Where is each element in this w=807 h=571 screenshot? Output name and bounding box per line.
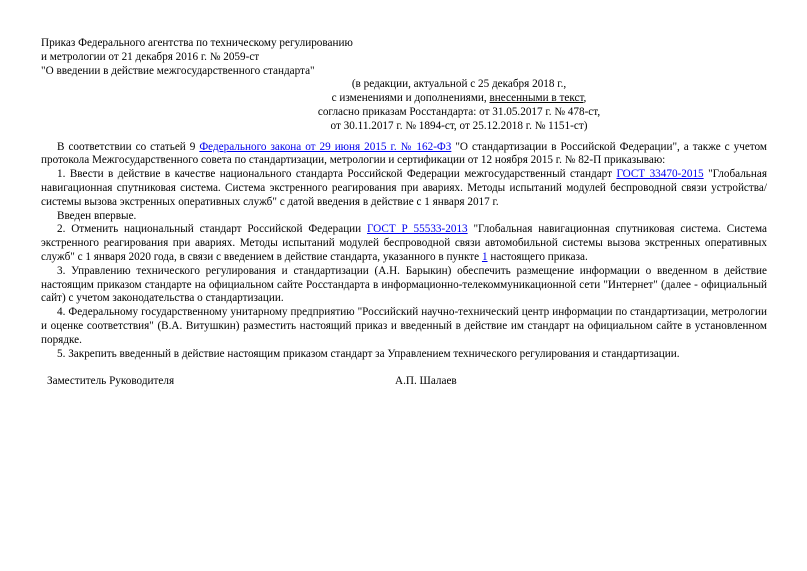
- item-2-text-b: "Глобальная навигационная спутниковая система. Система экстренного реагирования при авариях. Методы испытаний модулей беспроводной связи автомобильной системы вызова экстренных оперативных служб" с 1 января 2020 года, в связи с введением в действие стандарта, указанного в пункте: [41, 223, 767, 263]
- order-body: [41, 141, 767, 362]
- signature-block: [41, 375, 767, 389]
- order-title-line-3: "О введении в действие межгосударственного стандарта": [41, 64, 315, 77]
- redaction-line-2-text: с изменениями и дополнениями,: [331, 92, 490, 105]
- intro-paragraph: [41, 141, 767, 169]
- order-title-line-2: и метрологии от 21 декабря 2016 г. № 2059-ст: [41, 50, 260, 63]
- changes-link[interactable]: внесенными в текст: [489, 92, 584, 105]
- item-4-paragraph: 4. Федеральному государственному унитарному предприятию "Российский научно-технический центр информации по стандартизации, метрологии и оценке соответствия" (В.А. Витушкин) разместить настоящий приказ и введенный в действие им стандарт на официальном сайте в установленном порядке.: [41, 306, 767, 346]
- redaction-line-4: от 30.11.2017 г. № 1894-ст, от 25.12.2018 г. № 1151-ст): [330, 119, 588, 132]
- redaction-note: [309, 78, 767, 133]
- item-1-text-a: 1. Ввести в действие в качестве национального стандарта Российской Федерации межгосударственный стандарт: [57, 168, 617, 181]
- redaction-line-3: согласно приказам Росстандарта: от 31.05.2017 г. № 478-ст,: [317, 105, 601, 118]
- item-3-paragraph: 3. Управлению технического регулирования и стандартизации (А.Н. Барыкин) обеспечить размещение информации о введенном в действие настоящим приказом стандарте на официальном сайте Росстандарта в информационно-телекоммуникационной сети "Интернет" (далее - официальный сайт) с учетом законодательства о стандартизации.: [41, 264, 767, 305]
- item-1-paragraph: [41, 168, 767, 209]
- document-page: [41, 37, 767, 389]
- item-1-text-b: "Глобальная навигационная спутниковая система. Система экстренного реагирования при авариях. Методы испытаний модулей беспроводной связи устройства/системы вызова экстренных оперативных служб" с датой введения в действие с 1 января 2017 г.: [41, 168, 767, 208]
- redaction-line-2-comma: ,: [583, 92, 587, 105]
- federal-law-link[interactable]: Федерального закона от 29 июня 2015 г. № 162-ФЗ: [199, 140, 452, 153]
- item-2-text-a: 2. Отменить национальный стандарт Российской Федерации: [57, 223, 367, 236]
- intro-text-b: "О стандартизации в Российской Федерации", а также с учетом протокола Межгосударственного совета по стандартизации, метрологии и сертификации от 12 ноября 2015 г. № 82-П приказываю:: [41, 140, 767, 167]
- item-5-paragraph: 5. Закрепить введенный в действие настоящим приказом стандарт за Управлением технического регулирования и стандартизации.: [57, 347, 680, 360]
- redaction-line-2: [309, 92, 609, 106]
- item-2-text-c: настоящего приказа.: [487, 250, 588, 263]
- order-title-line-1: Приказ Федерального агентства по техническому регулированию: [41, 37, 353, 49]
- intro-text-a: В соответствии со статьей 9: [57, 140, 200, 153]
- gost-33470-link[interactable]: ГОСТ 33470-2015: [616, 168, 704, 181]
- signatory-position: Заместитель Руководителя: [47, 375, 175, 388]
- gost-r-55533-link[interactable]: ГОСТ Р 55533-2013: [366, 223, 468, 236]
- signatory-name: А.П. Шалаев: [395, 375, 457, 388]
- item-1-ref-link[interactable]: 1: [481, 250, 488, 263]
- item-2-paragraph: [41, 223, 767, 264]
- redaction-line-1: (в редакции, актуальной с 25 декабря 2018 г.,: [351, 78, 567, 91]
- introduced-first-note: Введен впервые.: [57, 209, 137, 222]
